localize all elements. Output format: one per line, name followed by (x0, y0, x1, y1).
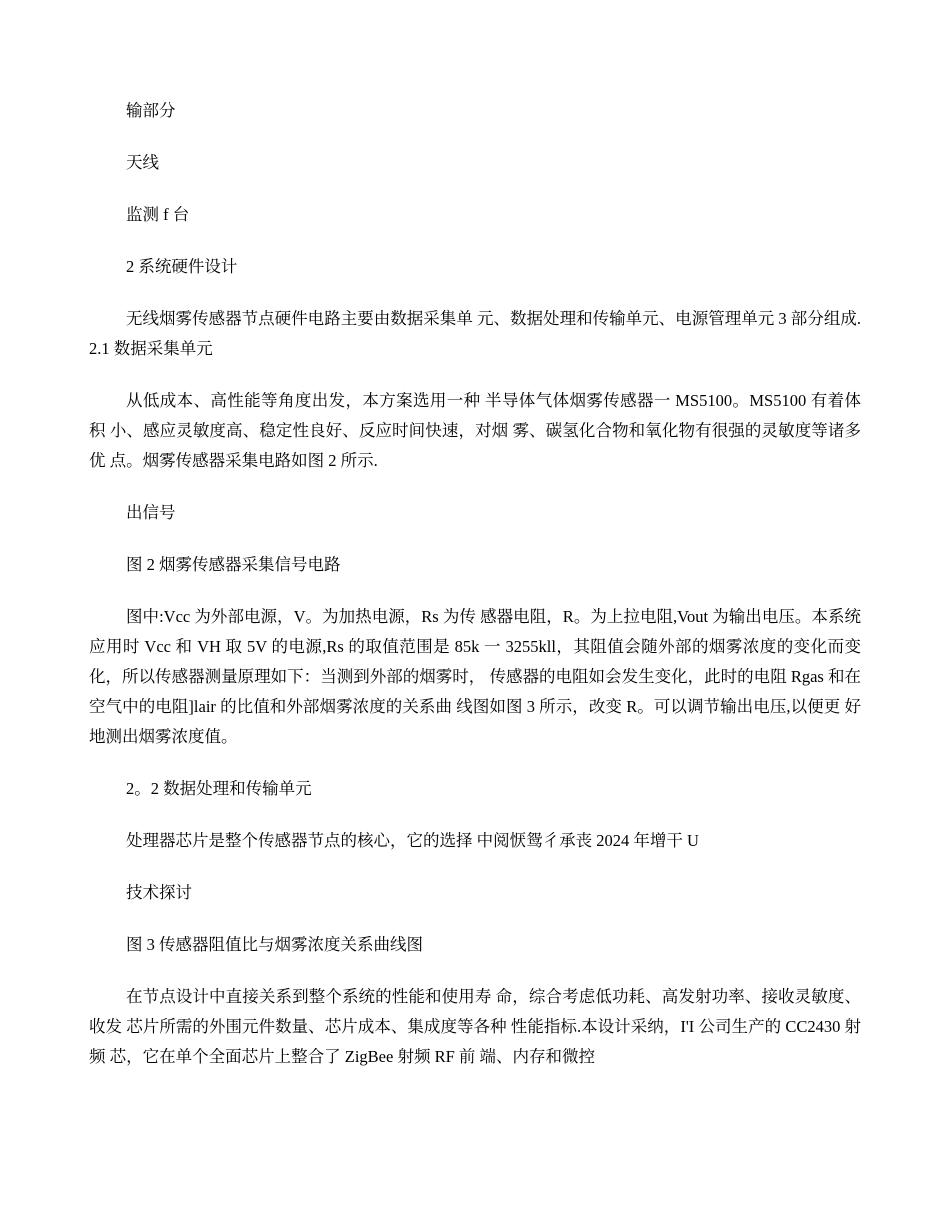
figure-caption-2: 图 2 烟雾传感器采集信号电路 (126, 555, 341, 574)
figure-caption-3: 图 3 传感器阻值比与烟雾浓度关系曲线图 (126, 935, 423, 954)
section-heading-hardware-design: 2 系统硬件设计 (126, 257, 238, 276)
document-body (89, 96, 861, 1094)
text-fragment-output-signal: 出信号 (126, 503, 176, 522)
text-fragment-technical-discussion: 技术探讨 (126, 883, 192, 902)
paragraph-hardware-overview: 无线烟雾传感器节点硬件电路主要由数据采集单 元、数据处理和传输单元、电源管理单元 3 部分组成. 2.1 数据采集单元 (89, 309, 861, 358)
text-fragment-monitoring-platform: 监测 f 台 (126, 205, 190, 224)
paragraph-circuit-explanation: 图中:Vcc 为外部电源，V。为加热电源，Rs 为传 感器电阻，R。为上拉电阻,Vout 为输出电压。本系统 应用时 Vcc 和 VH 取 5V 的电源,Rs 的取值范围是 85k 一 3255kll，其阻值会随外部的烟雾浓度的变化而变 化，所以传感器测量原理如下：当测到外部的烟雾时， 传感器的电阻如会发生变化，此时的电阻 Rgas 和在 空气中的电阻]lair 的比值和外部烟雾浓度的关系曲 线图如图 3 所示，改变 R。可以调节输出电压,以便更 好地测出烟雾浓度值。 (89, 607, 861, 746)
paragraph-sensor-selection: 从低成本、高性能等角度出发，本方案选用一种 半导体气体烟雾传感器一 MS5100。MS5100 有着体积 小、感应灵敏度高、稳定性良好、反应时间快速，对烟 雾、碳氢化合物和氧化物有很强的灵敏度等诸多优 点。烟雾传感器采集电路如图 2 所示. (89, 391, 861, 470)
paragraph-processor-intro: 处理器芯片是整个传感器节点的核心，它的选择 中阅恹鸳彳承丧 2024 年增干 U (126, 831, 699, 850)
text-fragment-antenna: 天线 (126, 153, 159, 172)
section-heading-processing-unit: 2。2 数据处理和传输单元 (126, 779, 312, 798)
paragraph-chip-selection: 在节点设计中直接关系到整个系统的性能和使用寿 命，综合考虑低功耗、高发射功率、接收灵敏度、收发 芯片所需的外围元件数量、芯片成本、集成度等各种 性能指标.本设计采纳，I'I 公司生产的 CC2430 射频 芯，它在单个全面芯片上整合了 ZigBee 射频 RF 前 端、内存和微控 (89, 987, 861, 1066)
text-fragment-transmission-part: 输部分 (126, 101, 176, 120)
